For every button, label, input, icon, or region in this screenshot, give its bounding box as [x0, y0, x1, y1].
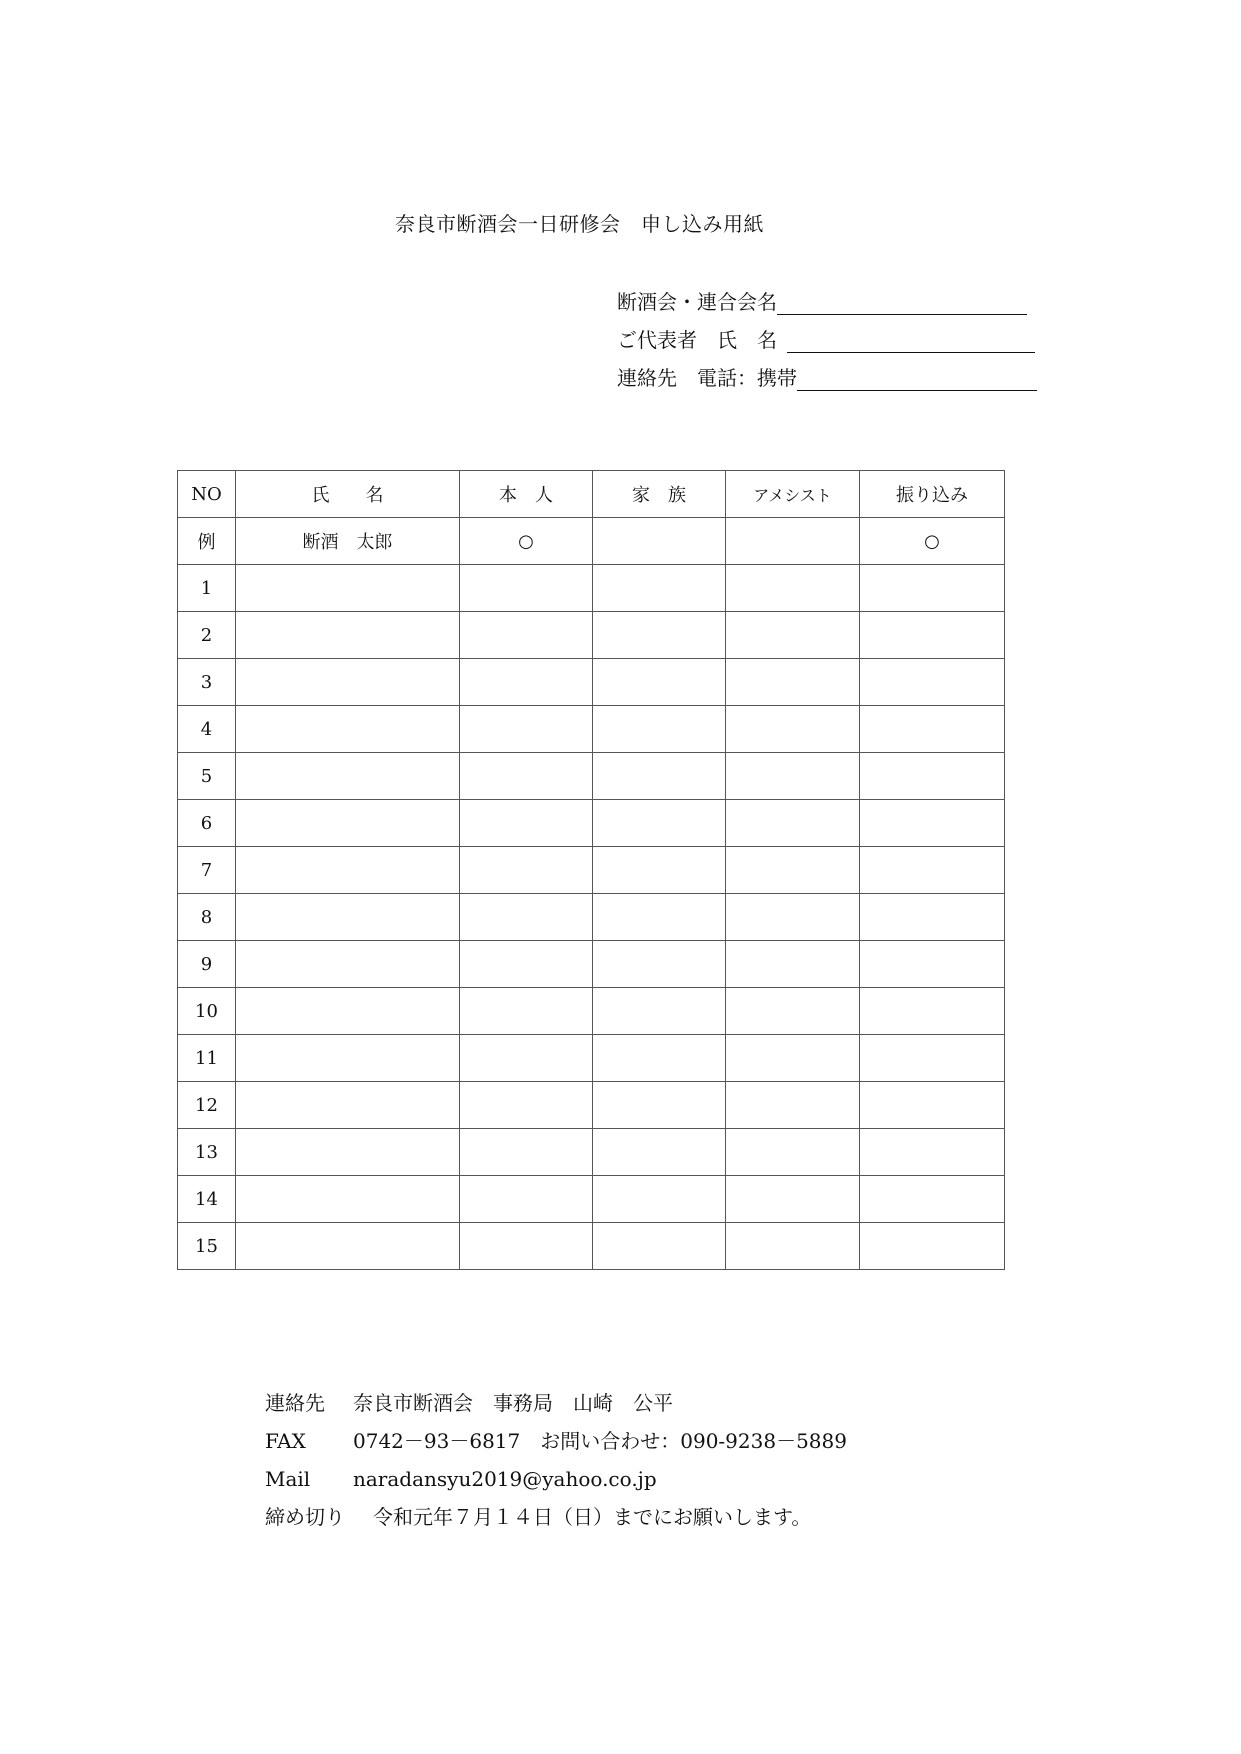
row-name-cell[interactable]	[236, 941, 460, 988]
table-row	[178, 847, 1005, 894]
row-honnin-cell[interactable]	[460, 753, 593, 800]
row-honnin-cell[interactable]	[460, 1129, 593, 1176]
row-no: 15	[178, 1223, 236, 1270]
row-name-cell[interactable]	[236, 1176, 460, 1223]
table-row	[178, 1176, 1005, 1223]
row-name-cell[interactable]	[236, 565, 460, 612]
row-name-cell[interactable]	[236, 800, 460, 847]
row-no: 9	[178, 941, 236, 988]
fax-key: FAX	[265, 1429, 306, 1453]
row-name-cell[interactable]	[236, 1129, 460, 1176]
table-row	[178, 941, 1005, 988]
deadline-value: 令和元年７月１４日（日）までにお願いします。	[373, 1505, 812, 1529]
row-no: 5	[178, 753, 236, 800]
row-furikomi-cell[interactable]	[860, 988, 1005, 1035]
table-row	[178, 800, 1005, 847]
group-name-field	[617, 286, 1027, 314]
row-amethyst-cell[interactable]	[726, 800, 860, 847]
row-name-cell[interactable]	[236, 1223, 460, 1270]
row-no: 10	[178, 988, 236, 1035]
table-row	[178, 706, 1005, 753]
group-name-line[interactable]	[777, 292, 1027, 315]
fax-value: 0742－93－6817 お問い合わせ：090-9238－5889	[353, 1429, 847, 1453]
row-no: 14	[178, 1176, 236, 1223]
contact-value: 奈良市断酒会 事務局 山崎 公平	[353, 1391, 673, 1415]
row-honnin-cell[interactable]	[460, 847, 593, 894]
table-row	[178, 988, 1005, 1035]
row-furikomi-cell[interactable]	[860, 612, 1005, 659]
table-row	[178, 1129, 1005, 1176]
header-honnin: 本 人	[460, 471, 593, 518]
phone-line[interactable]	[797, 368, 1037, 391]
deadline-row	[265, 1498, 847, 1536]
example-honnin: ○	[460, 518, 593, 565]
row-amethyst-cell[interactable]	[726, 894, 860, 941]
row-amethyst-cell[interactable]	[726, 1129, 860, 1176]
row-honnin-cell[interactable]	[460, 1082, 593, 1129]
table-row	[178, 1223, 1005, 1270]
row-no: 12	[178, 1082, 236, 1129]
group-name-label: 断酒会・連合会名	[617, 290, 777, 314]
deadline-key: 締め切り	[265, 1505, 345, 1529]
representative-name-line[interactable]	[787, 330, 1035, 353]
row-furikomi-cell[interactable]	[860, 1176, 1005, 1223]
row-kazoku-cell[interactable]	[593, 706, 726, 753]
row-no: 7	[178, 847, 236, 894]
row-name-cell[interactable]	[236, 1082, 460, 1129]
row-furikomi-cell[interactable]	[860, 941, 1005, 988]
row-kazoku-cell[interactable]	[593, 565, 726, 612]
row-honnin-cell[interactable]	[460, 800, 593, 847]
row-furikomi-cell[interactable]	[860, 565, 1005, 612]
row-kazoku-cell[interactable]	[593, 1176, 726, 1223]
contact-key: 連絡先	[265, 1391, 325, 1415]
row-no: 4	[178, 706, 236, 753]
table-row	[178, 1082, 1005, 1129]
row-amethyst-cell[interactable]	[726, 988, 860, 1035]
row-furikomi-cell[interactable]	[860, 1223, 1005, 1270]
row-honnin-cell[interactable]	[460, 612, 593, 659]
row-furikomi-cell[interactable]	[860, 894, 1005, 941]
row-furikomi-cell[interactable]	[860, 847, 1005, 894]
row-no: 13	[178, 1129, 236, 1176]
row-honnin-cell[interactable]	[460, 941, 593, 988]
row-amethyst-cell[interactable]	[726, 659, 860, 706]
fax-row	[265, 1422, 847, 1460]
row-no: 2	[178, 612, 236, 659]
table-row	[178, 894, 1005, 941]
example-furikomi: ○	[860, 518, 1005, 565]
row-honnin-cell[interactable]	[460, 565, 593, 612]
header-kazoku: 家 族	[593, 471, 726, 518]
row-furikomi-cell[interactable]	[860, 706, 1005, 753]
row-no: 1	[178, 565, 236, 612]
phone-label: 連絡先 電話：携帯	[617, 366, 797, 390]
mail-row	[265, 1460, 847, 1498]
row-name-cell[interactable]	[236, 612, 460, 659]
header-no: NO	[178, 471, 236, 518]
mail-value[interactable]: naradansyu2019@yahoo.co.jp	[353, 1467, 657, 1491]
row-name-cell[interactable]	[236, 847, 460, 894]
table-row	[178, 1035, 1005, 1082]
row-no: 3	[178, 659, 236, 706]
row-amethyst-cell[interactable]	[726, 847, 860, 894]
table-row	[178, 753, 1005, 800]
row-honnin-cell[interactable]	[460, 659, 593, 706]
table-row	[178, 659, 1005, 706]
row-amethyst-cell[interactable]	[726, 753, 860, 800]
row-name-cell[interactable]	[236, 706, 460, 753]
representative-name-label: ご代表者 氏 名	[617, 328, 777, 352]
row-amethyst-cell[interactable]	[726, 1035, 860, 1082]
example-name: 断酒 太郎	[236, 518, 460, 565]
footer-contact-block	[265, 1384, 847, 1536]
row-no: 11	[178, 1035, 236, 1082]
row-honnin-cell[interactable]	[460, 1223, 593, 1270]
row-amethyst-cell[interactable]	[726, 1082, 860, 1129]
row-no: 8	[178, 894, 236, 941]
example-no: 例	[178, 518, 236, 565]
row-furikomi-cell[interactable]	[860, 659, 1005, 706]
row-kazoku-cell[interactable]	[593, 659, 726, 706]
row-furikomi-cell[interactable]	[860, 1035, 1005, 1082]
row-honnin-cell[interactable]	[460, 894, 593, 941]
row-name-cell[interactable]	[236, 1035, 460, 1082]
row-amethyst-cell[interactable]	[726, 1223, 860, 1270]
row-kazoku-cell[interactable]	[593, 1035, 726, 1082]
row-name-cell[interactable]	[236, 753, 460, 800]
row-furikomi-cell[interactable]	[860, 1082, 1005, 1129]
table-row	[178, 612, 1005, 659]
row-kazoku-cell[interactable]	[593, 753, 726, 800]
row-furikomi-cell[interactable]	[860, 1129, 1005, 1176]
row-honnin-cell[interactable]	[460, 988, 593, 1035]
row-name-cell[interactable]	[236, 659, 460, 706]
row-furikomi-cell[interactable]	[860, 753, 1005, 800]
header-name: 氏 名	[236, 471, 460, 518]
row-kazoku-cell[interactable]	[593, 612, 726, 659]
contact-row	[265, 1384, 847, 1422]
row-kazoku-cell[interactable]	[593, 941, 726, 988]
row-amethyst-cell[interactable]	[726, 706, 860, 753]
example-amethyst	[726, 518, 860, 565]
row-name-cell[interactable]	[236, 894, 460, 941]
row-amethyst-cell[interactable]	[726, 565, 860, 612]
row-kazoku-cell[interactable]	[593, 894, 726, 941]
header-amethyst: アメシスト	[726, 471, 860, 518]
row-kazoku-cell[interactable]	[593, 847, 726, 894]
application-table	[177, 470, 1005, 1270]
row-kazoku-cell[interactable]	[593, 1082, 726, 1129]
row-amethyst-cell[interactable]	[726, 612, 860, 659]
header-furikomi: 振り込み	[860, 471, 1005, 518]
table-row	[178, 565, 1005, 612]
representative-name-field	[617, 324, 1035, 352]
mail-key: Mail	[265, 1467, 311, 1491]
row-no: 6	[178, 800, 236, 847]
table-header-row	[178, 471, 1005, 518]
row-honnin-cell[interactable]	[460, 1035, 593, 1082]
row-name-cell[interactable]	[236, 988, 460, 1035]
row-honnin-cell[interactable]	[460, 1176, 593, 1223]
row-kazoku-cell[interactable]	[593, 988, 726, 1035]
phone-field	[617, 362, 1037, 390]
example-row	[178, 518, 1005, 565]
row-kazoku-cell[interactable]	[593, 800, 726, 847]
row-kazoku-cell[interactable]	[593, 1129, 726, 1176]
row-amethyst-cell[interactable]	[726, 1176, 860, 1223]
form-title: 奈良市断酒会一日研修会 申し込み用紙	[395, 212, 764, 236]
row-honnin-cell[interactable]	[460, 706, 593, 753]
row-kazoku-cell[interactable]	[593, 1223, 726, 1270]
row-amethyst-cell[interactable]	[726, 941, 860, 988]
example-kazoku	[593, 518, 726, 565]
row-furikomi-cell[interactable]	[860, 800, 1005, 847]
